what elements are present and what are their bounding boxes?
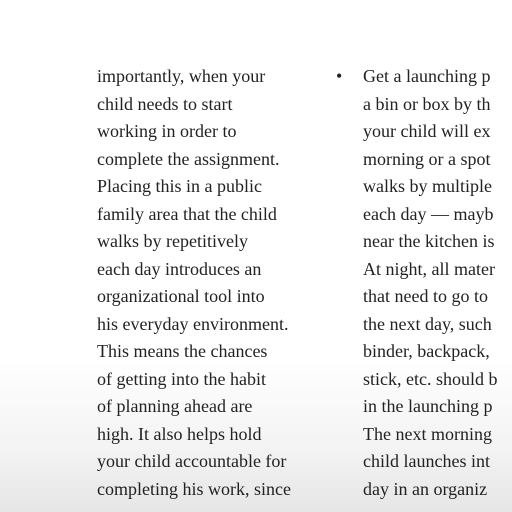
- text-line: completing his work, since: [97, 478, 291, 499]
- text-line: This means the chances: [97, 341, 268, 361]
- text-line: Get a launching p: [363, 66, 491, 86]
- text-line: your child accountable for: [97, 451, 287, 471]
- text-line: At night, all mater: [363, 258, 495, 279]
- text-line: Placing this in a public: [97, 176, 262, 196]
- right-text-column: [363, 63, 512, 503]
- text-line: morning or a spot: [363, 148, 491, 169]
- text-line: complete the assignment.: [97, 148, 280, 169]
- text-line: child launches int: [363, 451, 490, 471]
- text-line: walks by repetitively: [97, 231, 248, 251]
- text-line: your child will ex: [363, 121, 491, 141]
- text-line: his everyday environment.: [97, 313, 289, 334]
- text-line: each day — mayb: [363, 203, 494, 224]
- list-bullet: •: [336, 66, 343, 86]
- text-line: each day introduces an: [97, 258, 262, 279]
- text-line: of getting into the habit: [97, 368, 266, 389]
- text-line: walks by multiple: [363, 176, 492, 196]
- text-line: in the launching p: [363, 396, 493, 416]
- text-line: binder, backpack,: [363, 341, 490, 361]
- text-line: high. It also helps hold: [97, 423, 262, 444]
- text-line: importantly, when your: [97, 66, 266, 86]
- text-line: working in order to: [97, 121, 237, 141]
- text-line: family area that the child: [97, 203, 277, 224]
- text-line: The next morning: [363, 423, 492, 444]
- text-line: near the kitchen is: [363, 231, 495, 251]
- text-line: day in an organiz: [363, 478, 488, 499]
- text-line: stick, etc. should b: [363, 368, 498, 389]
- text-line: organizational tool into: [97, 286, 265, 306]
- text-line: that need to go to: [363, 286, 488, 306]
- text-line: of planning ahead are: [97, 396, 253, 416]
- text-line: a bin or box by th: [363, 93, 491, 114]
- text-line: the next day, such: [363, 313, 492, 334]
- left-text-column: [97, 63, 337, 503]
- text-line: child needs to start: [97, 93, 233, 114]
